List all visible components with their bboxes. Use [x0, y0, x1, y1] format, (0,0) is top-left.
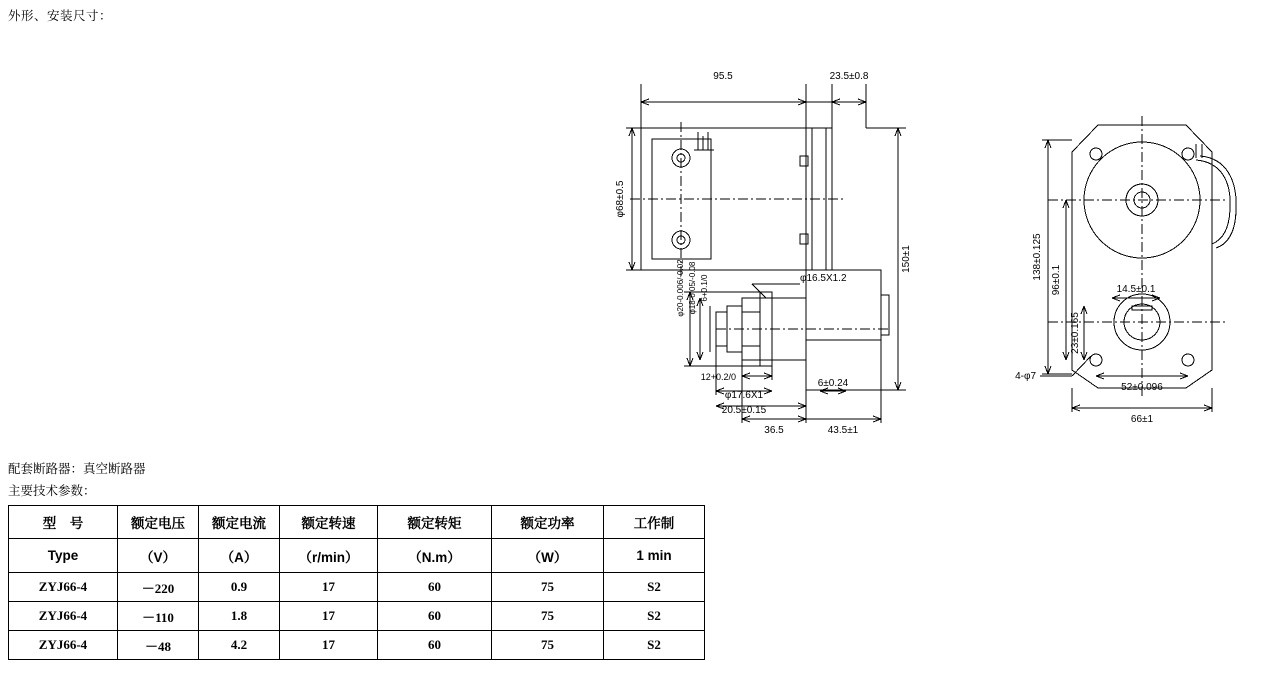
cell-speed: 17: [280, 573, 378, 602]
dim-bottom-6: 6±0.24: [817, 378, 849, 389]
header-torque-cn: 额定转矩: [378, 506, 492, 539]
dim-right-96: 96±0.1: [1051, 264, 1062, 296]
cell-voltage: －48: [118, 631, 199, 660]
dim-shaft-d20: φ20-0.006/-0.02: [676, 259, 685, 317]
header-duty-cn: 工作制: [604, 506, 705, 539]
cell-duty: S2: [604, 602, 705, 631]
header-voltage-unit: （V）: [118, 539, 199, 573]
header-power-cn: 额定功率: [492, 506, 604, 539]
cell-torque: 60: [378, 602, 492, 631]
header-duty-unit: 1 min: [604, 539, 705, 573]
cell-current: 4.2: [199, 631, 280, 660]
dim-right-145: 14.5±0.1: [1116, 284, 1156, 295]
cell-speed: 17: [280, 602, 378, 631]
table-header-row-2: [9, 539, 705, 573]
cell-voltage: －110: [118, 602, 199, 631]
technical-drawing: [0, 40, 1262, 440]
cell-type: ZYJ66-4: [9, 573, 118, 602]
cell-current: 1.8: [199, 602, 280, 631]
cell-type: ZYJ66-4: [9, 631, 118, 660]
dim-bottom-435: 43.5±1: [827, 425, 859, 436]
dim-right-23: 23±0.165: [1070, 312, 1081, 354]
dim-shaft-12: 12+0.2/0: [700, 372, 736, 382]
header-power-unit: （W）: [492, 539, 604, 573]
header-type-cn: 型 号: [9, 506, 118, 539]
header-current-cn: 额定电流: [199, 506, 280, 539]
header-speed-cn: 额定转速: [280, 506, 378, 539]
cell-duty: S2: [604, 631, 705, 660]
cell-power: 75: [492, 602, 604, 631]
dim-left-diameter: φ68±0.5: [615, 180, 626, 218]
dim-shaft-d17: φ17.6X1: [724, 390, 764, 401]
dim-shaft-h6: 6+0.1/0: [700, 274, 709, 302]
cell-current: 0.9: [199, 573, 280, 602]
dim-shaft-d16: φ16.5X1.2: [800, 273, 847, 284]
cell-type: ZYJ66-4: [9, 602, 118, 631]
dim-shaft-205: 20.5±0.15: [721, 405, 767, 416]
note-params: 主要技术参数：: [8, 484, 96, 498]
table-row: [9, 631, 705, 660]
cell-power: 75: [492, 573, 604, 602]
table-row: [9, 602, 705, 631]
dim-top-right: 23.5±0.8: [829, 71, 869, 82]
dim-right-138: 138±0.125: [1032, 233, 1043, 281]
dim-right-52: 52±0.096: [1121, 382, 1163, 393]
dim-right-66: 66±1: [1130, 414, 1154, 425]
page-heading: 外形、安装尺寸：: [8, 9, 113, 23]
dim-bottom-365: 36.5: [764, 425, 784, 436]
dim-shaft-d18: φ18-0.05/-0.08: [688, 261, 697, 315]
dim-right-height: 150±1: [901, 245, 912, 273]
cell-torque: 60: [378, 573, 492, 602]
table-row: [9, 573, 705, 602]
header-current-unit: （A）: [199, 539, 280, 573]
header-torque-unit: （N.m）: [378, 539, 492, 573]
dim-right-holes: 4-φ7: [1015, 371, 1036, 382]
header-voltage-cn: 额定电压: [118, 506, 199, 539]
cell-voltage: －220: [118, 573, 199, 602]
spec-table: [8, 505, 705, 660]
cell-torque: 60: [378, 631, 492, 660]
note-breaker: 配套断路器：真空断路器: [8, 462, 146, 476]
cell-duty: S2: [604, 573, 705, 602]
table-header-row-1: [9, 506, 705, 539]
cell-speed: 17: [280, 631, 378, 660]
cell-power: 75: [492, 631, 604, 660]
header-speed-unit: （r/min）: [280, 539, 378, 573]
header-type-en: Type: [9, 539, 118, 573]
dim-top-overall: 95.5: [713, 71, 733, 82]
